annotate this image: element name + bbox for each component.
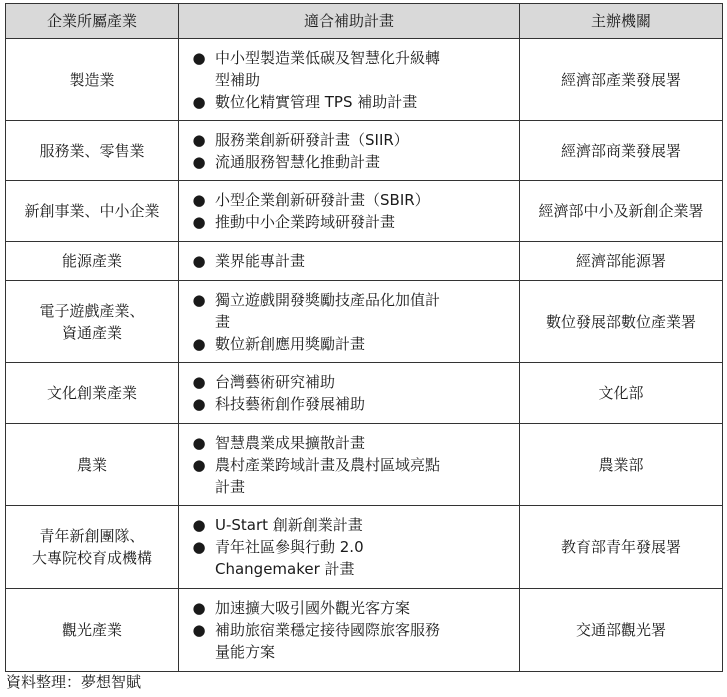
program-line: 台灣藝術研究補助: [215, 373, 336, 391]
program-line: 青年社區參與行動 2.0: [215, 538, 364, 556]
program-item: [185, 189, 509, 211]
table-row: [6, 242, 723, 281]
bullet-icon: ●: [192, 191, 206, 209]
program-line: 量能方案: [215, 643, 276, 661]
programs-cell: [179, 589, 520, 672]
agency-cell: 交通部觀光署: [520, 589, 723, 672]
bullet-icon: ●: [192, 395, 206, 413]
bullet-icon: ●: [192, 516, 206, 534]
program-list: [185, 250, 509, 272]
industry-cell: [6, 506, 179, 589]
industry-cell: [6, 281, 179, 363]
industry-line: 新創事業、中小企業: [24, 202, 160, 220]
industry-cell: [6, 181, 179, 242]
program-item: [185, 289, 509, 333]
program-line: 農村產業跨域計畫及農村區域亮點: [215, 455, 441, 474]
program-item: [185, 47, 509, 91]
program-line: 補助旅宿業穩定接待國際旅客服務: [215, 621, 441, 639]
industry-line: 資通產業: [61, 323, 122, 342]
agency-cell: 經濟部能源署: [520, 242, 723, 281]
header-industry: 企業所屬產業: [6, 4, 179, 39]
industry-line: 製造業: [69, 70, 115, 89]
grants-table: [5, 3, 723, 672]
program-line: 加速擴大吸引國外觀光客方案: [215, 599, 411, 617]
table-row: [6, 39, 723, 121]
header-agency: 主辦機關: [520, 4, 723, 39]
bullet-icon: ●: [192, 290, 206, 309]
program-list: [185, 189, 509, 233]
header-row: [6, 4, 723, 39]
industry-line: 大專院校育成機構: [31, 549, 152, 567]
bullet-icon: ●: [192, 213, 206, 231]
program-line: 數位化精實管理 TPS 補助計畫: [215, 92, 418, 111]
program-item: [185, 91, 509, 113]
program-list: [185, 597, 509, 663]
program-item: [185, 151, 509, 173]
program-item: [185, 211, 509, 233]
program-item: [185, 129, 509, 151]
agency-cell: 經濟部商業發展署: [520, 121, 723, 181]
programs-cell: [179, 281, 520, 363]
program-line: Changemaker 計畫: [215, 560, 355, 578]
bullet-icon: ●: [192, 48, 206, 67]
program-item: [185, 514, 509, 536]
programs-cell: [179, 363, 520, 424]
program-line: 中小型製造業低碳及智慧化升級轉: [215, 48, 441, 67]
programs-cell: [179, 121, 520, 181]
source-note: 資料整理：夢想智賦: [6, 673, 142, 691]
program-line: 科技藝術創作發展補助: [215, 395, 366, 413]
agency-cell: 文化部: [520, 363, 723, 424]
bullet-icon: ●: [192, 538, 206, 556]
programs-cell: [179, 181, 520, 242]
bullet-icon: ●: [192, 92, 206, 111]
program-line: 型補助: [215, 70, 261, 89]
table-row: [6, 181, 723, 242]
industry-cell: [6, 424, 179, 506]
program-item: [185, 250, 509, 272]
programs-cell: [179, 242, 520, 281]
program-list: [185, 129, 509, 173]
industry-line: 青年新創團隊、: [39, 527, 145, 545]
program-item: [185, 619, 509, 663]
bullet-icon: ●: [192, 455, 206, 474]
agency-cell: 經濟部產業發展署: [520, 39, 723, 121]
program-line: 流通服務智慧化推動計畫: [215, 152, 381, 171]
industry-line: 文化創業產業: [46, 384, 137, 402]
industry-cell: [6, 589, 179, 672]
agency-cell: 數位發展部數位產業署: [520, 281, 723, 363]
industry-cell: [6, 39, 179, 121]
bullet-icon: ●: [192, 334, 206, 353]
program-item: [185, 536, 509, 580]
industry-line: 服務業、零售業: [39, 141, 145, 160]
bullet-icon: ●: [192, 130, 206, 149]
bullet-icon: ●: [192, 152, 206, 171]
table-row: [6, 589, 723, 672]
industry-line: 電子遊戲產業、: [39, 301, 145, 320]
program-list: [185, 514, 509, 580]
industry-cell: [6, 121, 179, 181]
program-line: 推動中小企業跨域研發計畫: [215, 213, 396, 231]
program-item: [185, 597, 509, 619]
bullet-icon: ●: [192, 373, 206, 391]
table-row: [6, 281, 723, 363]
table-row: [6, 506, 723, 589]
table-row: [6, 121, 723, 181]
bullet-icon: ●: [192, 621, 206, 639]
program-line: 畫: [215, 312, 231, 331]
table-body: [6, 39, 723, 672]
program-line: 數位新創應用獎勵計畫: [215, 334, 366, 353]
program-item: [185, 393, 509, 415]
program-line: 小型企業創新研發計畫（SBIR）: [215, 191, 430, 209]
program-line: 獨立遊戲開發獎勵技產品化加值計: [215, 290, 441, 309]
agency-cell: 經濟部中小及新創企業署: [520, 181, 723, 242]
programs-cell: [179, 39, 520, 121]
program-line: U-Start 創新創業計畫: [215, 516, 363, 534]
programs-cell: [179, 424, 520, 506]
bullet-icon: ●: [192, 433, 206, 452]
bullet-icon: ●: [192, 599, 206, 617]
program-item: [185, 333, 509, 355]
program-line: 服務業創新研發計畫（SIIR）: [215, 130, 409, 149]
table-row: [6, 424, 723, 506]
industry-cell: [6, 242, 179, 281]
program-item: [185, 371, 509, 393]
program-list: [185, 371, 509, 415]
program-line: 業界能專計畫: [215, 252, 306, 270]
program-list: [185, 47, 509, 113]
industry-line: 觀光產業: [61, 621, 122, 639]
program-line: 計畫: [215, 477, 246, 496]
industry-cell: [6, 363, 179, 424]
bullet-icon: ●: [192, 252, 206, 270]
program-item: [185, 432, 509, 454]
header-programs: 適合補助計畫: [179, 4, 520, 39]
industry-line: 農業: [76, 455, 107, 474]
program-list: [185, 432, 509, 498]
program-line: 智慧農業成果擴散計畫: [215, 433, 366, 452]
table-row: [6, 363, 723, 424]
programs-cell: [179, 506, 520, 589]
agency-cell: 教育部青年發展署: [520, 506, 723, 589]
agency-cell: 農業部: [520, 424, 723, 506]
program-item: [185, 454, 509, 498]
program-list: [185, 289, 509, 355]
industry-line: 能源產業: [61, 252, 122, 270]
